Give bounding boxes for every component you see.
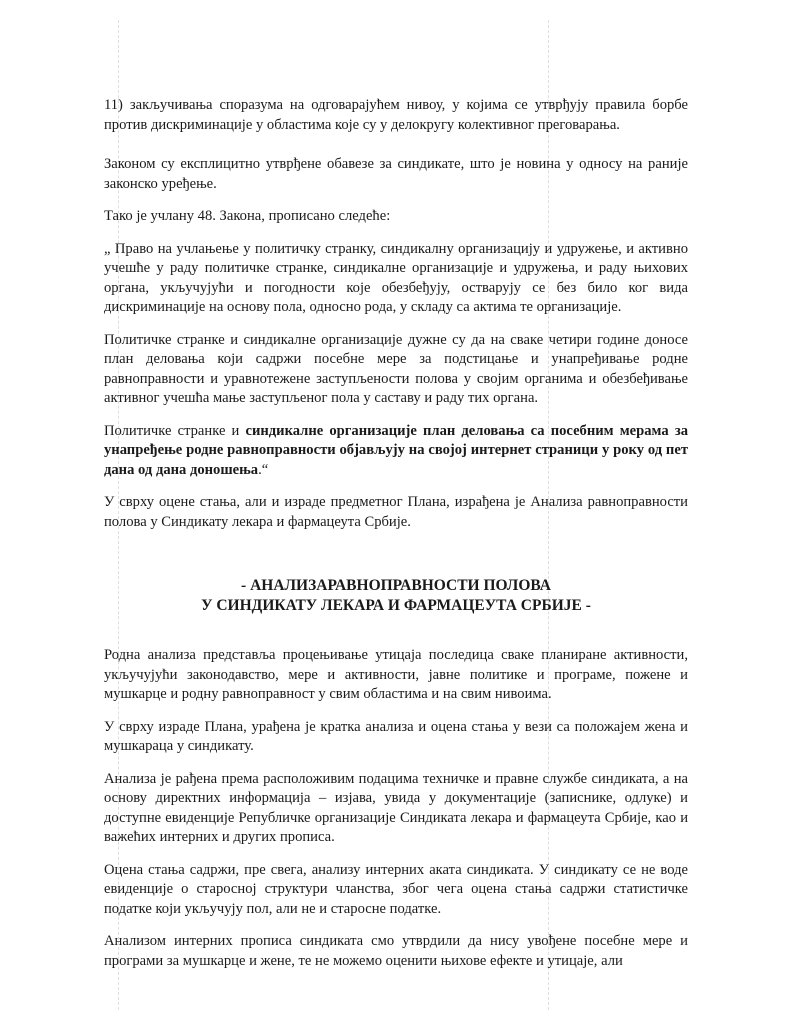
paragraph-plan-assessment: У сврху израде Плана, урађена је кратка анализа и оцена стања у вези са положајем жена и мушкараца у синдикату. <box>104 718 688 754</box>
publication-bold-text: синдикалне организације план деловања са посебним мерама за унапређење родне равноправности објављују на својој интернет страници у року од пет дана од дана доношења <box>104 422 688 478</box>
paragraph-publication <box>104 422 688 481</box>
document-body <box>104 96 688 984</box>
paragraph-action-plan: Политичке странке и синдикалне организације дужне су да на сваке четири године доносе план деловања који садржи посебне мере за подстицање и унапређивање родне равноправности и уравнотежене заступљености полова у својим органима и обезбеђивање активног учешћа мање заступљеног пола у саставу и раду тих органа. <box>104 331 688 406</box>
section-heading-line-1: - АНАЛИЗАРАВНОПРАВНОСТИ ПОЛОВА <box>241 577 551 594</box>
paragraph-law-obligations: Законом су експлицитно утврђене обавезе за синдикате, што је новина у односу на раније законско уређење. <box>104 156 688 192</box>
section-heading <box>104 576 688 616</box>
paragraph-internal-regulations: Анализом интерних прописа синдиката смо утврдили да нису увођене посебне мере и програми за мушкарце и жене, те не можемо оценити њихове ефекте и утицаје, али <box>104 933 688 969</box>
paragraph-data-sources: Анализа је рађена према расположивим подацима техничке и правне службе синдиката, а на основу директних информација – изјава, увида у документације (записнике, одлуке) и доступне евиденције Републичке организације Синдиката лекара и фармацеута Србије, као и важећих интерних и других прописа. <box>104 770 688 845</box>
paragraph-item-11: 11) закључивања споразума на одговарајућем нивоу, у којима се утврђују правила борбе против дискриминације у областима које су у делокругу колективног преговарања. <box>104 97 688 133</box>
paragraph-article-48: Тако је учлану 48. Закона, прописано следеће: <box>104 208 391 224</box>
section-heading-line-2: У СИНДИКАТУ ЛЕКАРА И ФАРМАЦЕУТА СРБИЈЕ - <box>201 597 591 614</box>
publication-text: Политичке странке и <box>104 422 246 439</box>
publication-end: .“ <box>258 461 269 478</box>
paragraph-quote-membership: „ Право на учлањење у политичку странку, синдикалну организацију и удружење, и активно учешће у раду политичке странке, синдикалне организације и удружења, и раду њихових органа, укључујући и погодности које обезбеђују, остварују се без било ког вида дискриминације на основу пола, односно рода, у складу са актима те организације. <box>104 240 688 315</box>
paragraph-assessment-contents: Оцена стања садржи, пре свега, анализу интерних аката синдиката. У синдикату се не воде евиденције о старосној структури чланства, због чега оцена стања садржи статистичке податке који укључују пол, али не и старосне податке. <box>104 861 688 917</box>
paragraph-gender-analysis: Родна анализа представља процењивање утицаја последица сваке планиране активности, укључујући законодавство, мере и активности, јавне политике и програме, пожене и мушкарце и родну равноправност у свим областима и на свим нивоима. <box>104 647 688 702</box>
paragraph-analysis-purpose: У сврху оцене стања, али и израде предметног Плана, израђена је Анализа равноправности полова у Синдикату лекара и фармацеута Србије. <box>104 494 688 530</box>
